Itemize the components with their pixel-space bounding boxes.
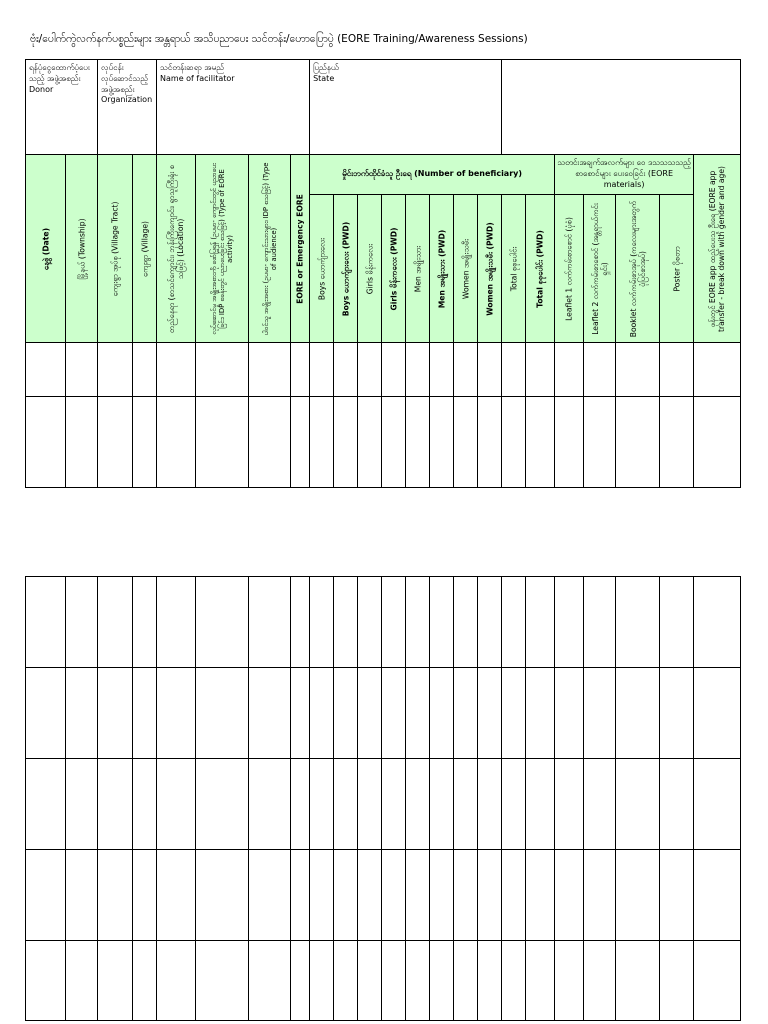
entry-cell[interactable]: [382, 850, 406, 941]
entry-cell[interactable]: [584, 577, 616, 668]
entry-cell[interactable]: [157, 343, 196, 397]
entry-cell[interactable]: [584, 759, 616, 850]
entry-cell[interactable]: [526, 397, 555, 488]
form-title: ဗုံး/ပေါက်ကွဲလက်နက်ပစ္စည်းများ အန္တရာယ် အသိပညာပေး သင်တန်း/ဟောပြောပွဲ (EORE Training/Awareness Sessions): [30, 33, 528, 45]
entry-cell[interactable]: [98, 343, 133, 397]
entry-cell[interactable]: [478, 397, 502, 488]
facilitator-field[interactable]: [157, 60, 310, 155]
header-beneficiary-group: မှိုင်းဘက်ထိုင်ခံသူ ဦးရေ (Number of beneficiary): [310, 155, 555, 195]
entry-cell[interactable]: [502, 850, 526, 941]
entry-cell[interactable]: [660, 759, 694, 850]
header-audience: ပါဝင်သူ အမျိုးအစား (ဥပမာ- ကျောင်းသားများ၊ IDP စသဖြင့်) (Type of audience): [249, 155, 291, 343]
entry-cell[interactable]: [616, 343, 660, 397]
entry-cell[interactable]: [98, 577, 133, 668]
entry-cell[interactable]: [249, 850, 291, 941]
entry-cell[interactable]: [382, 343, 406, 397]
entry-cell[interactable]: [334, 941, 358, 1021]
donor-label-my: ရန်ပုံငွေထောက်ပံ့ပေးသည့် အဖွဲ့အစည်း: [29, 63, 90, 83]
header-boys: Boys ယောက်ျားလေး: [310, 195, 334, 343]
entry-cell[interactable]: [310, 668, 334, 759]
entry-cell[interactable]: [555, 668, 584, 759]
entry-cell[interactable]: [502, 668, 526, 759]
entry-cell[interactable]: [291, 577, 310, 668]
entry-cell[interactable]: [694, 850, 741, 941]
entry-cell[interactable]: [406, 577, 430, 668]
entry-cell[interactable]: [26, 850, 66, 941]
entry-cell[interactable]: [694, 668, 741, 759]
entry-cell[interactable]: [133, 668, 157, 759]
header-girls: Girls မိန်းကလေး: [358, 195, 382, 343]
header-village: ကျေးရွာ (Village): [133, 155, 157, 343]
header-leaflet1: Leaflet 1 လက်ကမ်းစာစောင် (ပုံစံ): [555, 195, 584, 343]
entry-cell[interactable]: [249, 577, 291, 668]
entry-cell[interactable]: [584, 941, 616, 1021]
donor-label-en: Donor: [29, 84, 54, 94]
entry-cell[interactable]: [249, 397, 291, 488]
entry-cell[interactable]: [555, 577, 584, 668]
entry-cell[interactable]: [98, 759, 133, 850]
entry-cell[interactable]: [454, 397, 478, 488]
entry-cell[interactable]: [430, 668, 454, 759]
header-men-pwd: Men အမျိုးသား (PWD): [430, 195, 454, 343]
header-eore: EORE or Emergency EORE: [291, 155, 310, 343]
entry-cell[interactable]: [454, 577, 478, 668]
header-men: Men အမျိုးသား: [406, 195, 430, 343]
entry-cell[interactable]: [310, 850, 334, 941]
entry-cell[interactable]: [249, 759, 291, 850]
entry-cell[interactable]: [660, 850, 694, 941]
entry-cell[interactable]: [406, 397, 430, 488]
entry-cell[interactable]: [358, 668, 382, 759]
entry-cell[interactable]: [584, 668, 616, 759]
entry-cell[interactable]: [66, 668, 98, 759]
entry-cell[interactable]: [616, 397, 660, 488]
entry-cell[interactable]: [310, 577, 334, 668]
entry-cell[interactable]: [334, 850, 358, 941]
entry-cell[interactable]: [334, 397, 358, 488]
blank-info-field[interactable]: [502, 60, 741, 155]
entry-cell[interactable]: [98, 941, 133, 1021]
entry-cell[interactable]: [478, 343, 502, 397]
entry-cell[interactable]: [526, 577, 555, 668]
header-township: မြို့နယ် (Township): [66, 155, 98, 343]
entry-cell[interactable]: [310, 397, 334, 488]
header-poster: Poster ပိုစတာ: [660, 195, 694, 343]
entry-cell[interactable]: [502, 941, 526, 1021]
facilitator-label-en: Name of facilitator: [160, 73, 235, 83]
entry-row: [26, 577, 741, 668]
header-materials-group: သတင်းအချက်အလက်များ ဝေ ဒသသသသည့် စာစောင်များ ပေးဝေခြင်း (EORE materials): [555, 155, 694, 195]
entry-cell[interactable]: [616, 850, 660, 941]
entry-cell[interactable]: [584, 343, 616, 397]
eore-sessions-table-bottom: [25, 576, 741, 1021]
eore-sessions-table-top: [25, 59, 741, 488]
entry-cell[interactable]: [26, 343, 66, 397]
entry-cell[interactable]: [133, 577, 157, 668]
entry-cell[interactable]: [430, 343, 454, 397]
entry-row: [26, 850, 741, 941]
entry-cell[interactable]: [291, 343, 310, 397]
entry-cell[interactable]: [334, 668, 358, 759]
entry-cell[interactable]: [157, 850, 196, 941]
entry-cell[interactable]: [291, 668, 310, 759]
entry-cell[interactable]: [478, 668, 502, 759]
entry-row: [26, 941, 741, 1021]
entry-cell[interactable]: [291, 941, 310, 1021]
entry-cell[interactable]: [249, 668, 291, 759]
entry-cell[interactable]: [334, 577, 358, 668]
entry-cell[interactable]: [584, 397, 616, 488]
header-leaflet2: Leaflet 2 လက်ကမ်းစာစောင် (အန္တရာယ်ကင်းရှင်း): [584, 195, 616, 343]
entry-cell[interactable]: [555, 397, 584, 488]
entry-cell[interactable]: [196, 343, 249, 397]
entry-cell[interactable]: [66, 343, 98, 397]
entry-cell[interactable]: [358, 397, 382, 488]
entry-cell[interactable]: [584, 850, 616, 941]
entry-cell[interactable]: [478, 850, 502, 941]
entry-cell[interactable]: [526, 941, 555, 1021]
entry-cell[interactable]: [66, 577, 98, 668]
organization-label-en: Organization: [101, 95, 153, 105]
entry-cell[interactable]: [526, 668, 555, 759]
organization-field[interactable]: [98, 60, 157, 155]
entry-cell[interactable]: [694, 759, 741, 850]
entry-cell[interactable]: [660, 397, 694, 488]
entry-cell[interactable]: [382, 941, 406, 1021]
header-app-transfer: ဖုန်းတွင် EORE app ထည့်ပေးသူ ဦးရေ (EORE app transfer - break down with gender and age): [694, 155, 741, 343]
entry-cell[interactable]: [454, 668, 478, 759]
entry-cell[interactable]: [157, 668, 196, 759]
entry-cell[interactable]: [555, 343, 584, 397]
entry-row: [26, 343, 741, 397]
entry-cell[interactable]: [157, 941, 196, 1021]
state-label-my: ပြည်နယ်: [313, 63, 339, 72]
entry-cell[interactable]: [310, 759, 334, 850]
entry-cell[interactable]: [157, 397, 196, 488]
entry-cell[interactable]: [133, 759, 157, 850]
entry-cell[interactable]: [430, 941, 454, 1021]
entry-cell[interactable]: [454, 343, 478, 397]
entry-cell[interactable]: [196, 668, 249, 759]
header-total-pwd: Total စုစုပေါင်း (PWD): [526, 195, 555, 343]
entry-cell[interactable]: [98, 668, 133, 759]
entry-cell[interactable]: [26, 668, 66, 759]
entry-cell[interactable]: [382, 397, 406, 488]
entry-cell[interactable]: [526, 759, 555, 850]
entry-cell[interactable]: [133, 343, 157, 397]
entry-cell[interactable]: [358, 577, 382, 668]
entry-cell[interactable]: [157, 759, 196, 850]
entry-row: [26, 759, 741, 850]
entry-cell[interactable]: [382, 668, 406, 759]
entry-cell[interactable]: [430, 577, 454, 668]
entry-cell[interactable]: [66, 759, 98, 850]
entry-cell[interactable]: [196, 850, 249, 941]
entry-cell[interactable]: [660, 577, 694, 668]
entry-cell[interactable]: [616, 941, 660, 1021]
entry-cell[interactable]: [660, 343, 694, 397]
entry-cell[interactable]: [26, 941, 66, 1021]
entry-cell[interactable]: [196, 759, 249, 850]
entry-cell[interactable]: [406, 343, 430, 397]
entry-cell[interactable]: [26, 397, 66, 488]
entry-cell[interactable]: [291, 759, 310, 850]
entry-cell[interactable]: [249, 343, 291, 397]
entry-cell[interactable]: [454, 941, 478, 1021]
entry-cell[interactable]: [66, 397, 98, 488]
organization-label-my: လုပ်ငန်းလုပ်ဆောင်သည့် အဖွဲ့အစည်း: [101, 63, 149, 94]
entry-cell[interactable]: [616, 668, 660, 759]
entry-cell[interactable]: [430, 850, 454, 941]
entry-cell[interactable]: [694, 397, 741, 488]
entry-cell[interactable]: [502, 759, 526, 850]
entry-cell[interactable]: [616, 759, 660, 850]
header-date: နေ့စွဲ (Date): [26, 155, 66, 343]
entry-cell[interactable]: [26, 759, 66, 850]
entry-cell[interactable]: [660, 668, 694, 759]
entry-cell[interactable]: [157, 577, 196, 668]
entry-cell[interactable]: [310, 941, 334, 1021]
entry-cell[interactable]: [358, 941, 382, 1021]
entry-cell[interactable]: [334, 343, 358, 397]
entry-cell[interactable]: [555, 941, 584, 1021]
entry-cell[interactable]: [26, 577, 66, 668]
entry-cell[interactable]: [406, 668, 430, 759]
entry-cell[interactable]: [358, 343, 382, 397]
entry-cell[interactable]: [502, 343, 526, 397]
entry-cell[interactable]: [291, 850, 310, 941]
entry-cell[interactable]: [555, 850, 584, 941]
facilitator-label-my: သင်တန်းဆရာ အမည်: [160, 63, 224, 72]
entry-cell[interactable]: [196, 941, 249, 1021]
header-women: Women အမျိုးသမီး: [454, 195, 478, 343]
entry-cell[interactable]: [478, 759, 502, 850]
entry-cell[interactable]: [430, 759, 454, 850]
entry-cell[interactable]: [196, 397, 249, 488]
entry-cell[interactable]: [454, 850, 478, 941]
entry-cell[interactable]: [310, 343, 334, 397]
entry-cell[interactable]: [430, 397, 454, 488]
header-boys-pwd: Boys ယောက်ျားလေး (PWD): [334, 195, 358, 343]
header-total: Total စုစုပေါင်း: [502, 195, 526, 343]
header-women-pwd: Women အမျိုးသမီး (PWD): [478, 195, 502, 343]
entry-cell[interactable]: [133, 850, 157, 941]
header-village-tract: ကျေးရွာ အုပ်စု (Village Tract): [98, 155, 133, 343]
entry-cell[interactable]: [98, 397, 133, 488]
entry-cell[interactable]: [249, 941, 291, 1021]
entry-cell[interactable]: [291, 397, 310, 488]
entry-cell[interactable]: [334, 759, 358, 850]
entry-cell[interactable]: [196, 577, 249, 668]
entry-cell[interactable]: [660, 941, 694, 1021]
entry-cell[interactable]: [478, 577, 502, 668]
header-location: တည်နေရာ (စာသင်ကျောင်း၊ ဘုန်းကြီးကျောင်း၊ ရွာသူကြီးရုံး စသဖြင့်) (Location): [157, 155, 196, 343]
entry-cell[interactable]: [406, 759, 430, 850]
entry-cell[interactable]: [406, 850, 430, 941]
entry-cell[interactable]: [526, 343, 555, 397]
entry-cell[interactable]: [694, 577, 741, 668]
entry-cell[interactable]: [454, 759, 478, 850]
entry-cell[interactable]: [66, 850, 98, 941]
entry-cell[interactable]: [382, 577, 406, 668]
entry-cell[interactable]: [406, 941, 430, 1021]
entry-cell[interactable]: [98, 850, 133, 941]
entry-cell[interactable]: [478, 941, 502, 1021]
header-activity: လုပ်ဆောင်မှု အမျိုးအစားကို ဖော်ပြရန် (ဥပမာ- ကျောင်းတွင် ပညာပေးခြင်း၊ IDP စခန်းတွင် ပညာပေးခြင်း စသဖြင့်) (Type of EORE activity): [196, 155, 249, 343]
entry-cell[interactable]: [694, 343, 741, 397]
entry-row: [26, 668, 741, 759]
entry-cell[interactable]: [133, 941, 157, 1021]
entry-cell[interactable]: [616, 577, 660, 668]
entry-cell[interactable]: [502, 577, 526, 668]
entry-cell[interactable]: [526, 850, 555, 941]
donor-field[interactable]: [26, 60, 98, 155]
entry-row: [26, 397, 741, 488]
entry-cell[interactable]: [358, 759, 382, 850]
entry-cell[interactable]: [694, 941, 741, 1021]
entry-cell[interactable]: [358, 850, 382, 941]
state-field[interactable]: [310, 60, 502, 155]
entry-cell[interactable]: [382, 759, 406, 850]
state-label-en: State: [313, 73, 335, 83]
entry-cell[interactable]: [502, 397, 526, 488]
header-girls-pwd: Girls မိန်းကလေး (PWD): [382, 195, 406, 343]
header-booklet: Booklet လက်ကမ်းစာအုပ် (ကလေးများအတွက် ပုံပြင်စာအုပ်): [616, 195, 660, 343]
entry-cell[interactable]: [133, 397, 157, 488]
entry-cell[interactable]: [66, 941, 98, 1021]
entry-cell[interactable]: [555, 759, 584, 850]
